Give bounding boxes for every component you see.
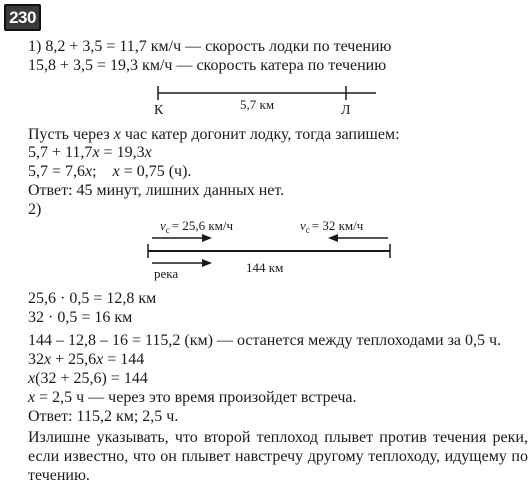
equation-4: x(32 + 25,6) = 144 (28, 370, 148, 387)
equation-3: 32x + 25,6x = 144 (28, 351, 145, 368)
solution-line-2: 15,8 + 3,5 = 19,3 км/ч — скорость катера по течению (28, 57, 387, 74)
arrow-left-head (328, 234, 338, 242)
calc-line-2: 32 · 0,5 = 16 км (28, 309, 133, 326)
speed-right-label: $v_c = 32$ км/ч (300, 218, 364, 235)
var-x: x (113, 126, 121, 143)
river-label: река (154, 266, 179, 281)
speed-left-label: $v_c = 25,6$ км/ч (160, 218, 234, 235)
note-paragraph: Излишне указывать, что второй теплоход плывет против течения реки, если известно, что он плывет навстречу другому теплоходу, идущему по течению. (28, 429, 528, 484)
calc-line-3: 144 – 12,8 – 16 = 115,2 (км) — останется между теплоходами за 0,5 ч. (28, 332, 502, 349)
arrow-right-upper-head (202, 234, 212, 242)
calc-line-1: 25,6 · 0,5 = 12,8 км (28, 290, 157, 307)
answer-1: Ответ: 45 минут, лишних данных нет. (28, 182, 285, 199)
ships-diagram (148, 218, 390, 281)
point-k-label: К (154, 103, 164, 118)
equation-1: 5,7 + 11,7x = 19,3x (28, 144, 152, 161)
equation-5: x = 2,5 ч — через это время произойдет встреча. (28, 389, 357, 406)
current-arrow-head (202, 259, 212, 267)
solution-line-1: 1) 8,2 + 3,5 = 11,7 км/ч — скорость лодки по течению (28, 38, 392, 55)
intro-line: Пусть через x час катер догонит лодку, тогда запишем: (28, 126, 400, 143)
distance-label-1: 5,7 км (240, 97, 275, 112)
problem-number-badge: 230 (4, 4, 41, 31)
answer-2: Ответ: 115,2 км; 2,5 ч. (28, 408, 179, 425)
distance-label-2: 144 км (246, 260, 284, 275)
equation-2: 5,7 = 7,6x; x = 0,75 (ч). (28, 163, 192, 180)
point-l-label: Л (341, 103, 351, 118)
part2-label: 2) (28, 201, 42, 218)
segment-diagram-1 (154, 86, 376, 118)
